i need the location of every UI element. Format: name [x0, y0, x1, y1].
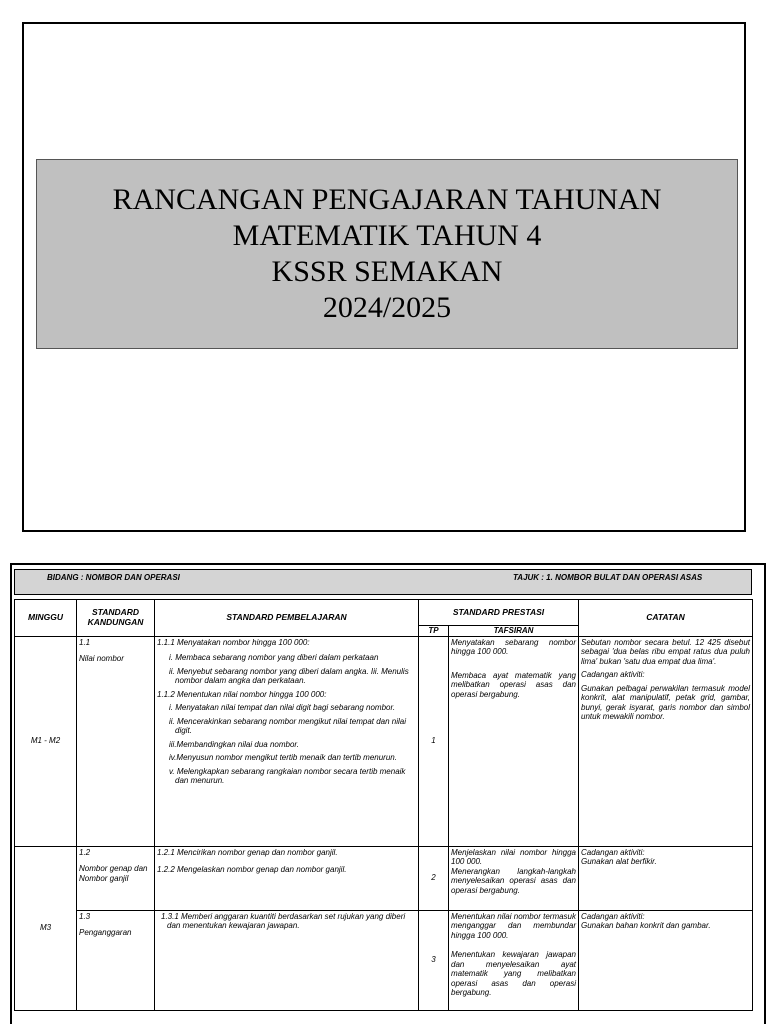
sk-code: 1.3 — [79, 911, 91, 921]
col-standard-pembelajaran: STANDARD PEMBELAJARAN — [155, 600, 419, 637]
sp-item: iii.Membandingkan nilai dua nombor. — [169, 739, 299, 749]
sp-heading: 1.2.2 Mengelaskan nombor genap dan nombor ganjil. — [157, 865, 347, 874]
sp-item: iv.Menyusun nombor mengikut tertib menaik dan tertib menurun. — [169, 753, 397, 762]
sk-name: Penganggaran — [79, 928, 132, 937]
standard-pembelajaran-cell — [155, 846, 419, 910]
standard-kandungan-cell — [77, 846, 155, 910]
catatan-text: Gunakan alat berfikir. — [581, 857, 657, 866]
catatan-text: Cadangan aktiviti: — [581, 911, 645, 921]
tafsiran-cell — [449, 910, 579, 1010]
standard-kandungan-cell — [77, 910, 155, 1010]
cover-title-line-4: 2024/2025 — [322, 291, 452, 324]
tp-cell: 1 — [419, 636, 449, 846]
sp-item: ii. Menyebut sebarang nombor yang diberi dalam angka. Iii. Menulis nombor dalam angka dan perkataan. — [169, 666, 409, 685]
catatan-cell — [579, 846, 753, 910]
table-row — [15, 636, 753, 846]
table-row — [15, 910, 753, 1010]
tafsiran-text: Menentukan kewajaran jawapan dan menyelesaikan ayat matematik yang melibatkan operasi asas dan operasi bergabung. — [451, 950, 576, 997]
minggu-cell: M1 - M2 — [15, 636, 77, 846]
catatan-text: Gunakan bahan konkrit dan gambar. — [581, 921, 711, 930]
cover-title-line-3: KSSR SEMAKAN — [271, 255, 503, 288]
tp-cell: 3 — [419, 910, 449, 1010]
catatan-text: Cadangan aktiviti: — [581, 847, 645, 857]
tafsiran-cell — [449, 636, 579, 846]
standard-pembelajaran-cell — [155, 910, 419, 1010]
cover-title-box — [36, 159, 738, 349]
sp-item: ii. Mencerakinkan sebarang nombor mengikut nilai tempat dan nilai digit. — [169, 716, 407, 735]
standard-pembelajaran-cell — [155, 636, 419, 846]
sp-item: v. Melengkapkan sebarang rangkaian nombor secara tertib menaik dan menurun. — [169, 766, 406, 785]
sp-heading: 1.2.1 Mencirikan nombor genap dan nombor ganjil. — [157, 847, 338, 857]
col-catatan: CATATAN — [579, 600, 753, 637]
catatan-cell — [579, 636, 753, 846]
tafsiran-text: Membaca ayat matematik yang melibatkan operasi asas dan operasi bergabung. — [451, 670, 576, 699]
sk-name: Nombor genap dan Nombor ganjil — [79, 864, 148, 883]
sk-code: 1.2 — [79, 847, 91, 857]
standard-kandungan-cell — [77, 636, 155, 846]
col-standard-prestasi: STANDARD PRESTASI — [419, 600, 579, 626]
sk-name: Nilai nombor — [79, 654, 124, 663]
tafsiran-text: Menerangkan langkah-langkah menyelesaikan operasi asas dan operasi bergabung. — [451, 866, 576, 895]
col-minggu: MINGGU — [15, 600, 77, 637]
tafsiran-cell — [449, 846, 579, 910]
tajuk-label: TAJUK : 1. NOMBOR BULAT DAN OPERASI ASAS — [513, 573, 703, 582]
sp-heading: 1.1.2 Menentukan nilai nombor hingga 100 000: — [157, 689, 327, 699]
tafsiran-text: Menentukan nilai nombor termasuk menganggar dan membundar hingga 100 000. — [451, 911, 576, 940]
tp-cell: 2 — [419, 846, 449, 910]
cover-title-line-1: RANCANGAN PENGAJARAN TAHUNAN — [112, 183, 662, 216]
rpt-table-page — [10, 563, 766, 1024]
cover-page — [22, 22, 746, 532]
catatan-text: Cadangan aktiviti: — [581, 670, 645, 679]
sp-heading: 1.1.1 Menyatakan nombor hingga 100 000: — [157, 637, 310, 647]
minggu-cell: M3 — [15, 846, 77, 1010]
sp-item: i. Menyatakan nilai tempat dan nilai digit bagi sebarang nombor. — [169, 703, 396, 712]
col-standard-kandungan: STANDARD KANDUNGAN — [77, 600, 155, 637]
catatan-text: Gunakan pelbagai perwakilan termasuk model konkrit, alat manipulatif, petak grid, gambar, bunyi, gerak isyarat, garis nombor dan simbol untuk mewakili nombor. — [581, 683, 750, 721]
sk-code: 1.1 — [79, 637, 91, 647]
col-tp: TP — [419, 626, 449, 637]
catatan-text: Sebutan nombor secara betul. 12 425 disebut sebagai 'dua belas ribu empat ratus dua puluh lima' bukan 'satu dua empat dua lima'. — [581, 637, 750, 666]
col-tafsiran: TAFSIRAN — [449, 626, 579, 637]
rpt-table — [14, 599, 753, 1011]
tafsiran-text: Menjelaskan nilai nombor hingga 100 000. — [451, 847, 576, 866]
sp-item: i. Membaca sebarang nombor yang diberi dalam perkataan — [169, 653, 379, 662]
tafsiran-text: Menyatakan sebarang nombor hingga 100 000. — [451, 637, 576, 656]
bidang-label: BIDANG : NOMBOR DAN OPERASI — [47, 573, 180, 582]
table-row — [15, 846, 753, 910]
table-header-bar — [14, 569, 752, 595]
cover-title-line-2: MATEMATIK TAHUN 4 — [232, 219, 542, 252]
catatan-cell — [579, 910, 753, 1010]
sp-item: 1.3.1 Memberi anggaran kuantiti berdasarkan set rujukan yang diberi dan menentukan kewajaran jawapan. — [161, 911, 406, 930]
